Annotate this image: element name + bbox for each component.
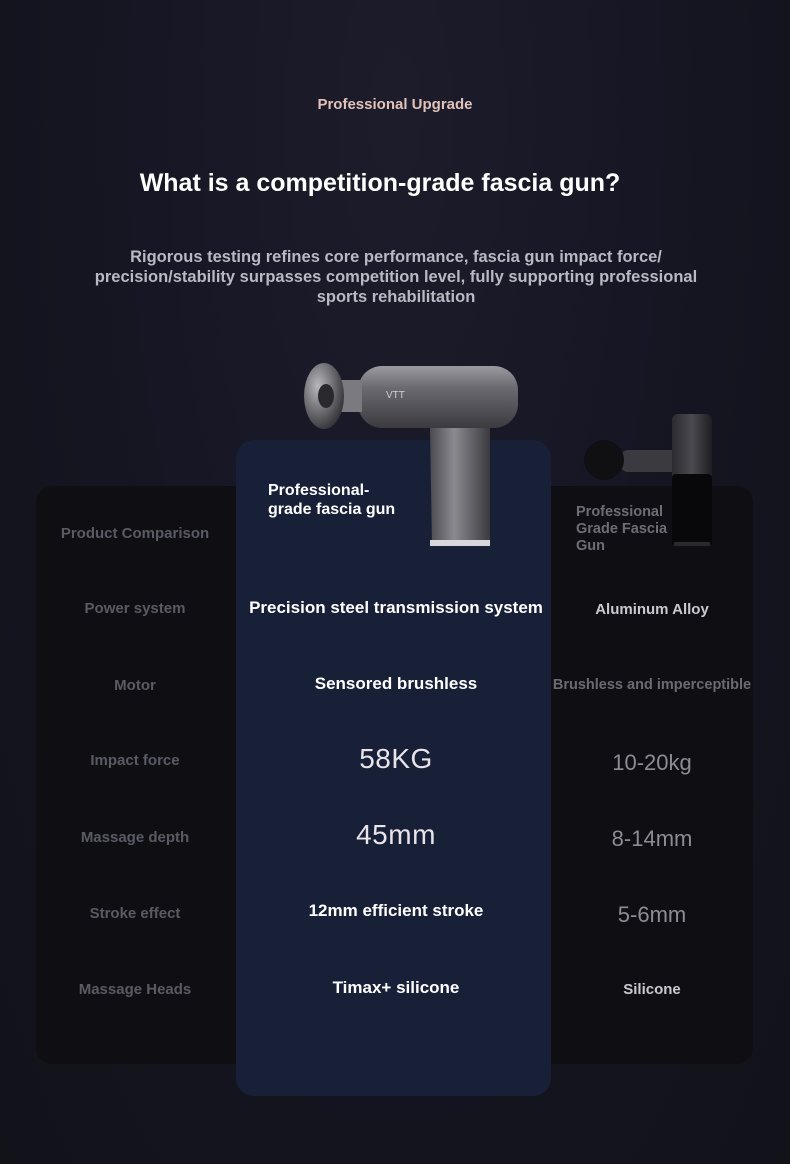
main-stroke-effect: 12mm efficient stroke [308,901,484,920]
row-label-impact-force: Impact force [90,752,180,769]
row-label-motor: Motor [114,677,156,694]
main-product-header: Professional-grade fascia gun [268,482,396,518]
comp-massage-depth: 8-14mm [611,826,693,851]
main-gun-logo: VTT [386,390,405,401]
comparison-header-label: Product Comparison [60,525,210,542]
comp-stroke-effect: 5-6mm [617,902,687,927]
row-label-stroke-effect: Stroke effect [89,905,181,922]
comp-power-system: Aluminum Alloy [595,601,709,618]
competitor-product-header: Professional Grade Fascia Gun [576,504,668,554]
competitor-gun-image [580,414,720,554]
comp-impact-force: 10-20kg [612,750,692,775]
main-motor: Sensored brushless [314,674,478,693]
main-massage-heads: Timax+ silicone [332,978,460,997]
row-label-massage-depth: Massage depth [80,829,190,846]
comp-motor: Brushless and imperceptible [552,677,752,693]
row-label-massage-heads: Massage Heads [78,981,192,998]
main-massage-depth: 45mm [356,819,436,850]
main-power-system: Precision steel transmission system [249,598,543,617]
main-gun-image [302,362,522,558]
eyebrow: Professional Upgrade [317,96,473,113]
page-title: What is a competition-grade fascia gun? [139,169,621,197]
main-impact-force: 58KG [359,743,433,774]
page-subtitle: Rigorous testing refines core performance, fascia gun impact force/ precision/stability surpasses competition level, fully supporting professional sports rehabilitation [94,248,698,306]
comp-massage-heads: Silicone [623,981,681,998]
row-label-power-system: Power system [84,600,186,617]
